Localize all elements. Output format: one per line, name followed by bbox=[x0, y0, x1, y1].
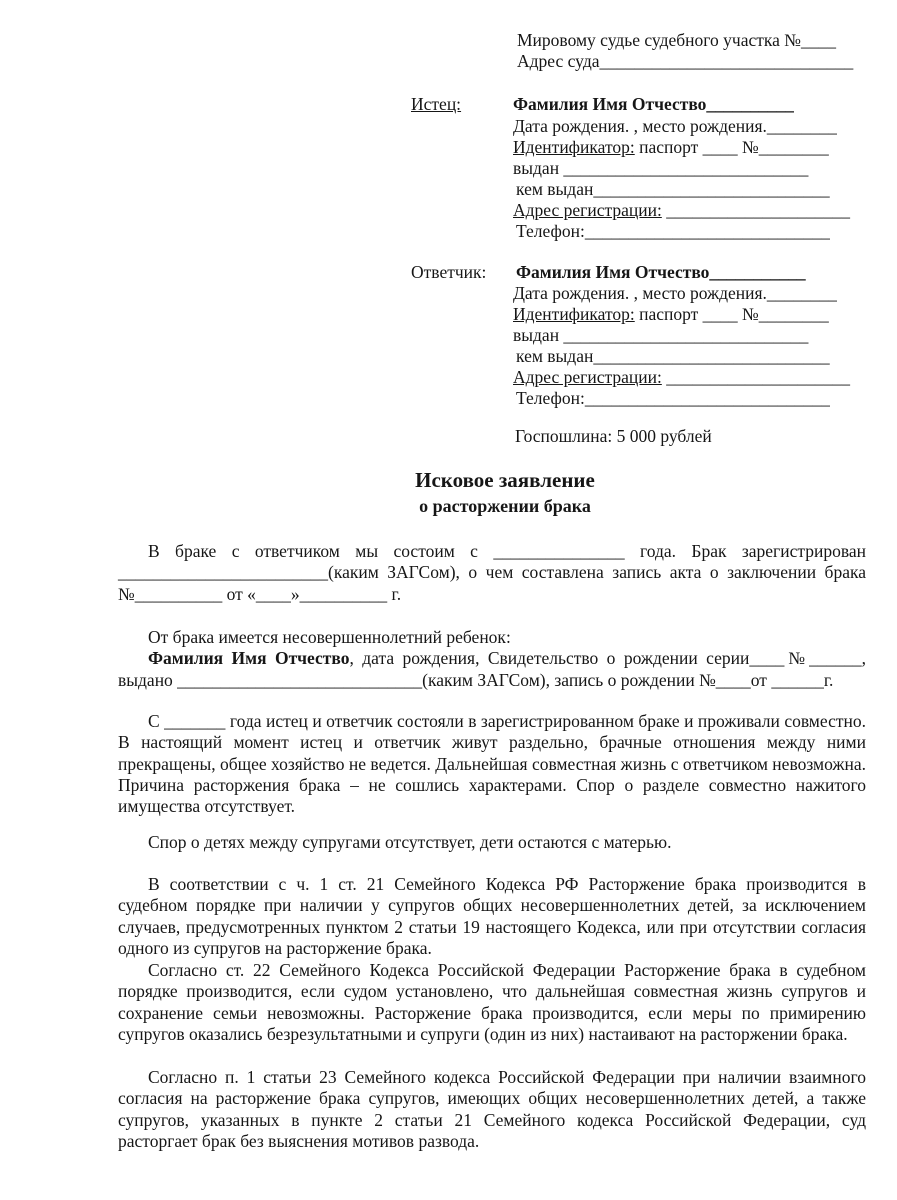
defendant-birth: Дата рождения. , место рождения.________ bbox=[513, 283, 837, 303]
paragraph-child bbox=[118, 627, 866, 691]
plaintiff-birth: Дата рождения. , место рождения.________ bbox=[513, 116, 837, 136]
plaintiff-issued: выдан ____________________________ bbox=[513, 158, 809, 178]
child-intro: От брака имеется несовершеннолетний ребенок: bbox=[148, 627, 511, 647]
child-details bbox=[118, 648, 866, 691]
defendant-id-rest: паспорт ____ №________ bbox=[634, 304, 829, 324]
defendant-address-label: Адрес регистрации: bbox=[513, 367, 662, 387]
plaintiff-id-label: Идентификатор: bbox=[513, 137, 635, 157]
paragraph-article-22: Согласно ст. 22 Семейного Кодекса Российской Федерации Расторжение брака в судебном порядке производится, если судом установлено, что дальнейшая совместная жизнь супругов и сохранение семьи невозможны. Расторжение брака производится, если меры по примирению супругов оказались безрезультатными и супруги (один из них) настаивают на расторжении брака. bbox=[118, 960, 866, 1044]
paragraph-article-23: Согласно п. 1 статьи 23 Семейного кодекса Российской Федерации при наличии взаимного согласия на расторжение брака супругов, имеющих общих несовершеннолетних детей, а также супругов, указанных в пункте 2 статьи 21 Семейного кодекса Российской Федерации, суд расторгает брак без выяснения мотивов развода. bbox=[118, 1067, 866, 1151]
defendant-id bbox=[513, 304, 829, 325]
paragraph-article-21: В соответствии с ч. 1 ст. 21 Семейного Кодекса РФ Расторжение брака производится в судебном порядке при наличии у супругов общих несовершеннолетних детей, за исключением случаев, предусмотренных пунктом 2 статьи 19 настоящего Кодекса, или при отсутствии согласия одного из супругов на расторжение брака. bbox=[118, 874, 866, 958]
defendant-name: Фамилия Имя Отчество___________ bbox=[516, 262, 806, 282]
paragraph-cohabitation: С _______ года истец и ответчик состояли в зарегистрированном браке и проживали совместно. В настоящий момент истец и ответчик живут раздельно, брачные отношения между ними прекращены, общее хозяйство не ведется. Дальнейшая совместная жизнь с ответчиком невозможна. Причина расторжения брака – не сошлись характерами. Спор о разделе совместно нажитого имущества отсутствует. bbox=[118, 711, 866, 817]
document-subtitle: о расторжении брака bbox=[419, 496, 591, 516]
defendant-issued: выдан ____________________________ bbox=[513, 325, 809, 345]
paragraph-children-dispute: Спор о детях между супругами отсутствует, дети остаются с матерью. bbox=[148, 832, 672, 852]
defendant-address bbox=[513, 367, 850, 388]
state-fee: Госпошлина: 5 000 рублей bbox=[515, 426, 712, 446]
plaintiff-address-rest: _____________________ bbox=[661, 200, 850, 220]
plaintiff-phone: Телефон:____________________________ bbox=[516, 221, 830, 241]
plaintiff-label: Истец: bbox=[411, 94, 462, 114]
paragraph-marriage: В браке с ответчиком мы состоим с _______________ года. Брак зарегистрирован ________________________(каким ЗАГСом), о чем составлена запись акта о заключении брака №__________ от «____»__________ г. bbox=[118, 541, 866, 604]
defendant-phone: Телефон:____________________________ bbox=[516, 388, 830, 408]
court-line: Мировому судье судебного участка №____ bbox=[517, 30, 836, 50]
plaintiff-address-label: Адрес регистрации: bbox=[513, 200, 662, 220]
defendant-id-label: Идентификатор: bbox=[513, 304, 635, 324]
plaintiff-id bbox=[513, 137, 829, 158]
plaintiff-address bbox=[513, 200, 850, 221]
plaintiff-name: Фамилия Имя Отчество__________ bbox=[513, 94, 794, 114]
defendant-address-rest: _____________________ bbox=[661, 367, 850, 387]
defendant-label: Ответчик: bbox=[411, 262, 487, 282]
defendant-issued-by: кем выдан___________________________ bbox=[516, 346, 830, 366]
plaintiff-id-rest: паспорт ____ №________ bbox=[634, 137, 829, 157]
child-name: Фамилия Имя Отчество bbox=[148, 648, 350, 669]
child-details-rest: , дата рождения, Свидетельство о рождении серии____№______, выдано ____________________________(каким ЗАГСом), запись о рождении №____от ______г. bbox=[118, 648, 867, 690]
court-address: Адрес суда_____________________________ bbox=[517, 51, 854, 71]
document-title: Исковое заявление bbox=[415, 468, 595, 492]
plaintiff-issued-by: кем выдан___________________________ bbox=[516, 179, 830, 199]
